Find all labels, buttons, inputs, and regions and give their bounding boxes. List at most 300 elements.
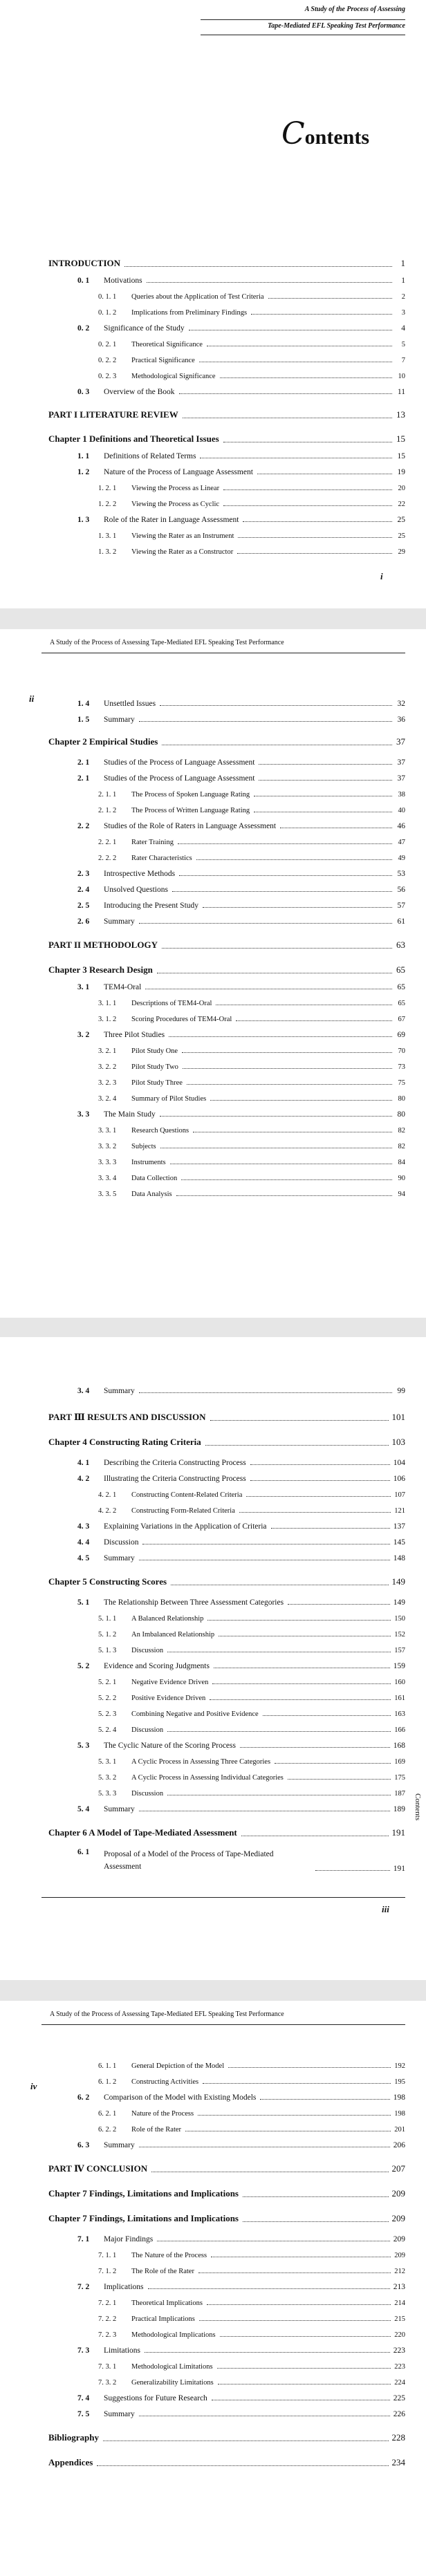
toc-entry[interactable] (77, 1597, 405, 1607)
title-rest: ontents (304, 126, 370, 149)
page-separator (0, 1318, 426, 1337)
toc-entry[interactable] (77, 821, 405, 830)
toc-entry[interactable] (98, 1645, 405, 1654)
toc-entry-label: Viewing the Rater as an Instrument (131, 532, 234, 540)
toc-entry-page: 29 (398, 548, 405, 556)
leader-dots (179, 393, 392, 394)
toc-entry[interactable] (48, 966, 405, 976)
leader-dots (124, 266, 392, 267)
toc-entry-number: 0. 1. 2 (98, 309, 117, 317)
toc-entry-number: 2. 1 (77, 758, 90, 767)
leader-dots (223, 505, 392, 506)
toc-entry[interactable] (77, 884, 405, 894)
toc-entry-page: 207 (391, 2163, 405, 2174)
leader-dots (207, 1620, 391, 1621)
toc-entry[interactable] (77, 900, 405, 910)
toc-entry-page: 80 (397, 1110, 405, 1119)
toc-entry[interactable] (77, 714, 405, 724)
toc-entry[interactable] (77, 1804, 405, 1813)
leader-dots (176, 1195, 392, 1196)
leader-dots (181, 1179, 392, 1180)
toc-entry-page: 5 (401, 341, 405, 348)
toc-entry-page: 3 (401, 309, 405, 317)
toc-entry-number: 5. 1 (77, 1598, 90, 1607)
running-header-line-1: A Study of the Process of Assessing (304, 6, 405, 13)
toc-entry-number: 3. 2. 4 (98, 1095, 117, 1103)
toc-page-1 (0, 0, 426, 608)
toc-entry-number: 5. 2. 4 (98, 1726, 117, 1734)
toc-entry-label: Nature of the Process of Language Assessment (104, 468, 253, 476)
toc-entry-number: 0. 1. 1 (98, 293, 117, 301)
leader-dots (220, 2336, 391, 2337)
toc-entry-page: 67 (398, 1016, 405, 1023)
toc-entry-label: Chapter 5 Constructing Scores (48, 1576, 167, 1587)
toc-entry-page: 198 (393, 2093, 405, 2102)
leader-dots (223, 489, 392, 490)
toc-entry-label: Definitions of Related Terms (104, 452, 196, 460)
toc-entry[interactable] (98, 546, 405, 556)
toc-entry-number: 3. 3. 3 (98, 1159, 117, 1166)
leader-dots (196, 859, 392, 860)
toc-entry[interactable] (98, 2250, 405, 2259)
toc-entry-page: 226 (393, 2410, 405, 2418)
toc-entry[interactable] (98, 1125, 405, 1135)
toc-entry[interactable] (77, 2345, 405, 2355)
toc-entry-label: A Balanced Relationship (131, 1615, 204, 1623)
toc-entry-number: 3. 2. 2 (98, 1063, 117, 1071)
toc-entry[interactable] (77, 1457, 405, 1467)
toc-entry[interactable] (98, 530, 405, 540)
toc-entry-page: 223 (393, 2346, 405, 2355)
toc-entry-number: 5. 1. 1 (98, 1615, 117, 1623)
toc-entry-number: 3. 2. 3 (98, 1079, 117, 1087)
toc-entry-label: Constructing Activities (131, 2078, 199, 2086)
toc-entry-number: 7. 5 (77, 2410, 90, 2418)
toc-entry[interactable] (77, 323, 405, 333)
toc-entry-page: 38 (398, 791, 405, 799)
toc-entry-label: PART Ⅳ CONCLUSION (48, 2163, 148, 2174)
toc-entry-page: 161 (394, 1695, 405, 1702)
page-separator (0, 608, 426, 629)
toc-entry[interactable] (77, 773, 405, 783)
toc-entry-number: 6. 1. 1 (98, 2062, 117, 2070)
toc-entry-label: Pilot Study Three (131, 1079, 183, 1087)
toc-entry[interactable] (98, 339, 405, 348)
toc-entry[interactable] (98, 2060, 405, 2070)
toc-entry[interactable] (98, 1188, 405, 1198)
leader-dots (250, 1480, 390, 1481)
toc-entry-page: 209 (391, 2188, 405, 2199)
toc-entry[interactable] (98, 2108, 405, 2118)
toc-entry[interactable] (77, 275, 405, 285)
page-number: iii (382, 1904, 389, 1914)
header-rule (41, 2024, 405, 2025)
toc-entry-page: 212 (394, 2268, 405, 2275)
toc-entry-number: 5. 1. 2 (98, 1631, 117, 1639)
toc-entry-page: 90 (398, 1175, 405, 1182)
leader-dots (217, 2368, 391, 2369)
toc-entry-page: 225 (393, 2394, 405, 2402)
toc-entry-label: Summary (104, 2410, 135, 2418)
toc-entry-page: 228 (391, 2432, 405, 2443)
toc-entry-page: 209 (393, 2235, 405, 2243)
toc-entry[interactable] (77, 698, 405, 708)
toc-entry[interactable] (98, 2377, 405, 2387)
toc-entry-number: 2. 2. 2 (98, 855, 117, 862)
leader-dots (97, 2465, 388, 2466)
toc-entry-page: 57 (397, 902, 405, 910)
toc-entry-page: 11 (397, 388, 405, 396)
toc-entry[interactable] (98, 483, 405, 492)
toc-entry[interactable] (77, 916, 405, 926)
leader-dots (172, 891, 392, 892)
toc-entry-label: Rater Characteristics (131, 855, 192, 862)
toc-entry-page: 65 (398, 1000, 405, 1007)
toc-entry[interactable] (98, 998, 405, 1007)
toc-entry-page: 137 (393, 1522, 405, 1531)
toc-entry[interactable] (98, 355, 405, 364)
toc-entry-number: 2. 1. 1 (98, 791, 117, 799)
toc-entry[interactable] (48, 411, 405, 420)
toc-entry-number: 3. 1. 1 (98, 1000, 117, 1007)
toc-entry[interactable] (98, 1077, 405, 1087)
toc-entry-label: PART II METHODOLOGY (48, 940, 158, 950)
toc-entry[interactable] (77, 467, 405, 476)
toc-entry[interactable] (77, 451, 405, 460)
toc-entry-number: 4. 3 (77, 1522, 90, 1531)
toc-entry-page: 209 (391, 2213, 405, 2223)
leader-dots (203, 2083, 391, 2084)
toc-entry[interactable] (48, 1829, 405, 1838)
leader-dots (288, 1779, 391, 1780)
toc-entry-page: 103 (391, 1437, 405, 1447)
leader-dots (103, 2440, 389, 2441)
toc-entry[interactable] (77, 2234, 405, 2243)
toc-entry-label: Constructing Content-Related Criteria (131, 1491, 243, 1499)
toc-entry-number: 1. 2. 1 (98, 485, 117, 492)
toc-entry[interactable] (77, 2140, 405, 2149)
toc-entry-label: Pilot Study Two (131, 1063, 178, 1071)
toc-entry[interactable] (98, 1708, 405, 1718)
toc-entry-label: Summary of Pilot Studies (131, 1095, 207, 1103)
toc-entry-number: 1. 2 (77, 468, 90, 476)
toc-entry[interactable] (77, 1521, 405, 1531)
toc-entry-page: 169 (394, 1758, 405, 1766)
toc-entry[interactable] (48, 1413, 405, 1423)
toc-entry[interactable] (98, 2313, 405, 2323)
toc-entry-label: Evidence and Scoring Judgments (104, 1662, 210, 1670)
toc-entry[interactable] (48, 2434, 405, 2443)
leader-dots (271, 1528, 390, 1529)
toc-entry[interactable] (98, 1045, 405, 1055)
toc-entry-label: INTRODUCTION (48, 258, 121, 268)
toc-entry-number: 1. 1 (77, 452, 90, 460)
toc-entry-page: 25 (397, 516, 405, 524)
page-number: iv (30, 2081, 37, 2091)
toc-entry[interactable] (98, 1157, 405, 1166)
leader-dots (210, 1699, 391, 1700)
toc-entry[interactable] (48, 259, 405, 269)
toc-entry[interactable] (98, 498, 405, 508)
leader-dots (145, 2352, 390, 2353)
toc-entry-page: 49 (398, 855, 405, 862)
toc-entry-page: 234 (391, 2457, 405, 2467)
toc-entry-label: Appendices (48, 2457, 93, 2467)
toc-entry[interactable] (98, 1093, 405, 1103)
toc-entry-page: 75 (398, 1079, 405, 1087)
toc-entry-page: 214 (394, 2299, 405, 2307)
toc-entry-label: An Imbalanced Relationship (131, 1631, 215, 1639)
toc-entry-label: Practical Implications (131, 2315, 195, 2323)
toc-entry[interactable] (48, 1438, 405, 1448)
toc-entry-label: Summary (104, 1387, 135, 1395)
toc-entry-number: 1. 3 (77, 516, 90, 524)
toc-entry[interactable] (98, 2297, 405, 2307)
toc-entry-label: Viewing the Process as Cyclic (131, 501, 220, 508)
toc-entry-number: 5. 4 (77, 1805, 90, 1813)
toc-entry-number: 2. 5 (77, 902, 90, 910)
toc-entry[interactable] (48, 2190, 405, 2199)
toc-entry-label: Methodological Implications (131, 2331, 216, 2339)
toc-entry-label: Unsolved Questions (104, 886, 168, 894)
toc-entry-number: 6. 2 (77, 2093, 90, 2102)
toc-entry-page: 223 (394, 2363, 405, 2371)
toc-entry[interactable] (48, 941, 405, 951)
toc-entry-page: 166 (394, 1726, 405, 1734)
toc-entry-label: Illustrating the Criteria Constructing Process (104, 1475, 246, 1483)
toc-entry[interactable] (77, 1848, 405, 1873)
toc-entry-number: 0. 2. 2 (98, 357, 117, 364)
toc-entry[interactable] (98, 1677, 405, 1686)
leader-dots (237, 553, 392, 554)
leader-dots (207, 2304, 391, 2305)
leader-dots (198, 2115, 391, 2116)
toc-entry-page: 56 (397, 886, 405, 894)
toc-entry[interactable] (98, 2266, 405, 2275)
toc-entry-page: 15 (397, 452, 405, 460)
leader-dots (203, 907, 392, 908)
toc-entry[interactable] (77, 2092, 405, 2102)
toc-entry-page: 1 (400, 258, 405, 268)
toc-entry-page: 224 (394, 2379, 405, 2387)
leader-dots (259, 780, 392, 781)
toc-entry-number: 6. 3 (77, 2141, 90, 2149)
toc-entry-page: 25 (398, 532, 405, 540)
toc-entry-label: Rater Training (131, 839, 174, 846)
toc-entry-number: 0. 1 (77, 277, 90, 285)
toc-entry-number: 5. 3. 1 (98, 1758, 117, 1766)
toc-entry-label: Discussion (131, 1726, 164, 1734)
toc-entry-page: 46 (397, 822, 405, 830)
toc-entry[interactable] (98, 2124, 405, 2134)
toc-entry-label: Descriptions of TEM4-Oral (131, 1000, 212, 1007)
toc-entry[interactable] (77, 1661, 405, 1670)
toc-entry[interactable] (77, 1740, 405, 1750)
toc-entry[interactable] (98, 1061, 405, 1071)
toc-entry[interactable] (48, 1578, 405, 1587)
toc-entry-number: 7. 2. 1 (98, 2299, 117, 2307)
toc-entry-number: 7. 1. 2 (98, 2268, 117, 2275)
toc-entry[interactable] (77, 1109, 405, 1119)
toc-entry-page: 220 (394, 2331, 405, 2339)
toc-entry-label: The Cyclic Nature of the Scoring Process (104, 1742, 236, 1750)
running-header: A Study of the Process of Assessing Tape-Mediated EFL Speaking Test Performance (50, 639, 284, 646)
toc-entry[interactable] (98, 837, 405, 846)
toc-entry-page: 213 (393, 2283, 405, 2291)
leader-dots (182, 1052, 392, 1053)
toc-entry[interactable] (98, 1173, 405, 1182)
toc-entry-label: Discussion (131, 1647, 164, 1654)
toc-entry-number: 7. 3. 2 (98, 2379, 117, 2387)
toc-entry[interactable] (98, 291, 405, 301)
toc-entry-page: 148 (393, 1554, 405, 1562)
toc-entry-label: Three Pilot Studies (104, 1031, 165, 1039)
toc-entry[interactable] (98, 852, 405, 862)
toc-entry[interactable] (77, 757, 405, 767)
toc-entry-number: 3. 3. 1 (98, 1127, 117, 1135)
toc-entry[interactable] (48, 2214, 405, 2224)
toc-entry[interactable] (98, 1788, 405, 1798)
toc-entry-number: 1. 5 (77, 716, 90, 724)
toc-entry[interactable] (98, 1756, 405, 1766)
toc-entry-label: A Cyclic Process in Assessing Three Categories (131, 1758, 271, 1766)
toc-entry[interactable] (77, 1553, 405, 1562)
toc-entry[interactable] (48, 738, 405, 747)
toc-entry-number: 2. 4 (77, 886, 90, 894)
leader-dots (250, 1464, 390, 1465)
toc-entry[interactable] (98, 1692, 405, 1702)
toc-entry-page: 163 (394, 1710, 405, 1718)
toc-entry-page: 187 (394, 1790, 405, 1798)
toc-entry-number: 7. 2. 3 (98, 2331, 117, 2339)
toc-entry[interactable] (98, 1613, 405, 1623)
toc-entry-page: 201 (394, 2126, 405, 2134)
toc-entry[interactable] (77, 2409, 405, 2418)
toc-entry-page: 19 (397, 468, 405, 476)
toc-entry[interactable] (98, 1489, 405, 1499)
toc-entry-label: Data Collection (131, 1175, 178, 1182)
toc-entry[interactable] (48, 2458, 405, 2468)
toc-entry-page: 150 (394, 1615, 405, 1623)
toc-entry[interactable] (98, 2329, 405, 2339)
toc-entry-number: 5. 3. 3 (98, 1790, 117, 1798)
leader-dots (243, 521, 392, 522)
toc-entry-page: 101 (391, 1412, 405, 1422)
header-rule (201, 19, 405, 20)
toc-entry[interactable] (77, 1537, 405, 1547)
toc-entry[interactable] (77, 2281, 405, 2291)
leader-dots (199, 2320, 391, 2321)
toc-entry-number: 6. 2. 1 (98, 2110, 117, 2118)
toc-entry-page: 209 (394, 2252, 405, 2259)
toc-entry[interactable] (48, 435, 405, 445)
running-header: A Study of the Process of Assessing Tape-Mediated EFL Speaking Test Performance (50, 2010, 284, 2018)
toc-entry[interactable] (77, 514, 405, 524)
toc-entry-number: 7. 1. 1 (98, 2252, 117, 2259)
toc-entry-label: The Process of Written Language Rating (131, 807, 250, 814)
toc-entry-label: Unsettled Issues (104, 700, 156, 708)
toc-entry-page: 22 (398, 501, 405, 508)
toc-entry-label: Studies of the Process of Language Assessment (104, 774, 255, 783)
toc-entry-label: Chapter 4 Constructing Rating Criteria (48, 1437, 201, 1447)
toc-entry-number: 3. 2 (77, 1031, 90, 1039)
toc-entry[interactable] (98, 1772, 405, 1782)
toc-entry-page: 37 (397, 758, 405, 767)
toc-entry[interactable] (98, 371, 405, 380)
leader-dots (246, 1496, 391, 1497)
toc-entry[interactable] (98, 1141, 405, 1150)
toc-entry-number: 7. 3 (77, 2346, 90, 2355)
toc-entry-page: 15 (396, 433, 405, 444)
toc-entry[interactable] (98, 789, 405, 799)
toc-entry-label: Implications (104, 2283, 144, 2291)
toc-entry[interactable] (77, 1029, 405, 1039)
toc-entry-page: 63 (396, 940, 405, 950)
toc-entry-number: 5. 3. 2 (98, 1774, 117, 1782)
toc-entry-label: The Process of Spoken Language Rating (131, 791, 250, 799)
toc-entry[interactable] (98, 1505, 405, 1515)
toc-entry-page: 84 (398, 1159, 405, 1166)
toc-entry[interactable] (98, 805, 405, 814)
toc-entry-label: Studies of the Process of Language Assessment (104, 758, 255, 767)
toc-entry[interactable] (77, 1385, 405, 1395)
toc-entry[interactable] (48, 2165, 405, 2174)
toc-entry[interactable] (98, 1014, 405, 1023)
page-separator (0, 1980, 426, 2001)
toc-entry-number: 6. 2. 2 (98, 2126, 117, 2134)
toc-entry-page: 80 (398, 1095, 405, 1103)
leader-dots (139, 721, 392, 722)
toc-entry-label: Summary (104, 917, 135, 926)
toc-entry-page: 47 (398, 839, 405, 846)
toc-entry-number: 4. 2. 1 (98, 1491, 117, 1499)
toc-entry-label: General Depiction of the Model (131, 2062, 225, 2070)
toc-entry-number: 2. 6 (77, 917, 90, 926)
toc-entry-number: 3. 1. 2 (98, 1016, 117, 1023)
toc-entry-number: 3. 4 (77, 1387, 90, 1395)
toc-entry-page: 145 (393, 1538, 405, 1547)
toc-entry-page: 160 (394, 1679, 405, 1686)
toc-entry[interactable] (77, 982, 405, 991)
toc-entry[interactable] (77, 2393, 405, 2402)
toc-entry-number: 1. 4 (77, 700, 90, 708)
toc-entry-label: Role of the Rater in Language Assessment (104, 516, 239, 524)
toc-entry[interactable] (77, 868, 405, 878)
leader-dots (183, 1068, 392, 1069)
toc-entry-page: 37 (396, 736, 405, 747)
toc-entry-number: 3. 3. 4 (98, 1175, 117, 1182)
toc-entry-label: Studies of the Role of Raters in Language Assessment (104, 822, 277, 830)
toc-entry-label: Discussion (104, 1538, 139, 1547)
toc-entry-label: PART Ⅲ RESULTS AND DISCUSSION (48, 1412, 206, 1422)
toc-entry-number: 0. 2 (77, 324, 90, 333)
leader-dots (260, 2099, 389, 2100)
toc-entry[interactable] (98, 2361, 405, 2371)
toc-entry-page: 32 (397, 700, 405, 708)
toc-entry[interactable] (98, 1724, 405, 1734)
toc-entry-number: 2. 1. 2 (98, 807, 117, 814)
toc-entry-number: 4. 2. 2 (98, 1507, 117, 1515)
toc-entry[interactable] (98, 1629, 405, 1639)
toc-entry[interactable] (98, 307, 405, 317)
toc-entry[interactable] (98, 2076, 405, 2086)
toc-entry[interactable] (77, 1473, 405, 1483)
toc-entry-number: 2. 1 (77, 774, 90, 783)
leader-dots (212, 1683, 391, 1684)
toc-entry-number: 7. 4 (77, 2394, 90, 2402)
toc-entry[interactable] (77, 386, 405, 396)
toc-entry-label: The Relationship Between Three Assessment Categories (104, 1598, 284, 1607)
